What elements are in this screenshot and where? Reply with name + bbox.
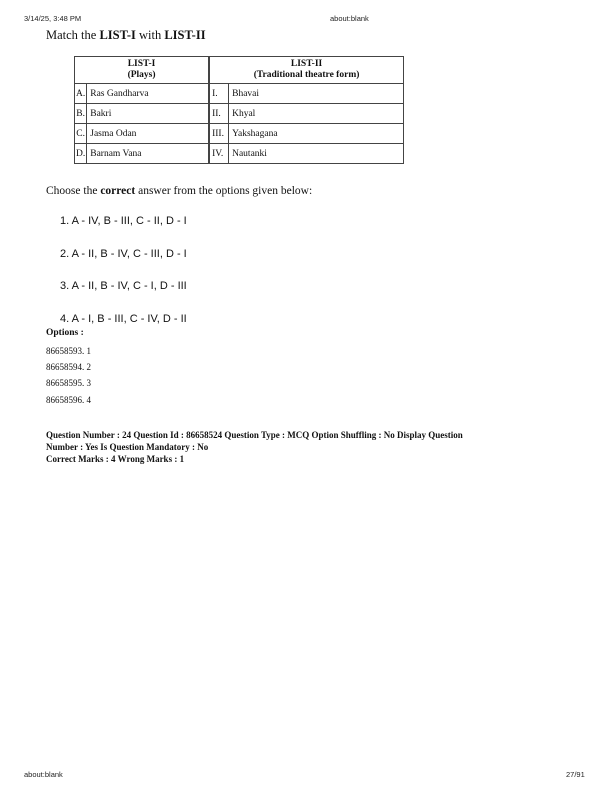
list2-header [210,57,404,84]
option-id: 86658594. 2 [46,362,91,372]
list2-title: LIST-II [290,59,323,69]
list1-value: Ras Gandharva [87,84,209,104]
list2-value: Khyal [229,104,404,124]
list2-value: Bhavai [229,84,404,104]
choose-bold: correct [100,185,136,197]
answer-option-1: 1. A - IV, B - III, C - II, D - I [60,215,187,227]
answer-option-3: 3. A - II, B - IV, C - I, D - III [60,280,187,292]
list1-key: D. [75,144,87,164]
list1-header [75,57,209,84]
title-list2: LIST-II [164,28,206,42]
list1-value: Jasma Odan [87,124,209,144]
choose-instruction [46,185,312,197]
question-title [46,28,206,43]
table-row [75,144,404,164]
list2-key: I. [210,84,229,104]
list1-title: LIST-I [127,59,156,69]
page-number: 27/91 [566,770,585,779]
list1-value: Barnam Vana [87,144,209,164]
next-question-meta [46,429,576,465]
answer-option-2: 2. A - II, B - IV, C - III, D - I [60,248,187,260]
answer-option-4: 4. A - I, B - III, C - IV, D - II [60,313,187,325]
list1-key: A. [75,84,87,104]
list2-key: IV. [210,144,229,164]
print-datetime: 3/14/25, 3:48 PM [24,14,82,23]
list1-value: Bakri [87,104,209,124]
option-id: 86658595. 3 [46,378,91,388]
choose-pre: Choose the [46,185,101,197]
list2-subtitle: (Traditional theatre form) [253,70,360,80]
match-table [74,56,404,164]
list2-value: Nautanki [229,144,404,164]
table-row [75,84,404,104]
list2-value: Yakshagana [229,124,404,144]
title-with: with [135,28,165,42]
list1-key: B. [75,104,87,124]
table-row [75,124,404,144]
meta-line: Correct Marks : 4 Wrong Marks : 1 [46,454,185,464]
option-id: 86658596. 4 [46,395,91,405]
title-list1: LIST-I [99,28,136,42]
print-page-url: about:blank [330,14,369,23]
meta-line: Number : Yes Is Question Mandatory : No [46,442,209,452]
options-label: Options : [46,328,84,338]
table-header-row [75,57,404,84]
table-row [75,104,404,124]
choose-post: answer from the options given below: [135,185,313,197]
option-id: 86658593. 1 [46,346,91,356]
meta-line: Question Number : 24 Question Id : 86658524 Question Type : MCQ Option Shuffling : No Display Question [46,430,463,440]
list2-key: III. [210,124,229,144]
list1-subtitle: (Plays) [127,70,156,80]
footer-url: about:blank [24,770,63,779]
list2-key: II. [210,104,229,124]
title-prefix: Match the [46,28,100,42]
list1-key: C. [75,124,87,144]
